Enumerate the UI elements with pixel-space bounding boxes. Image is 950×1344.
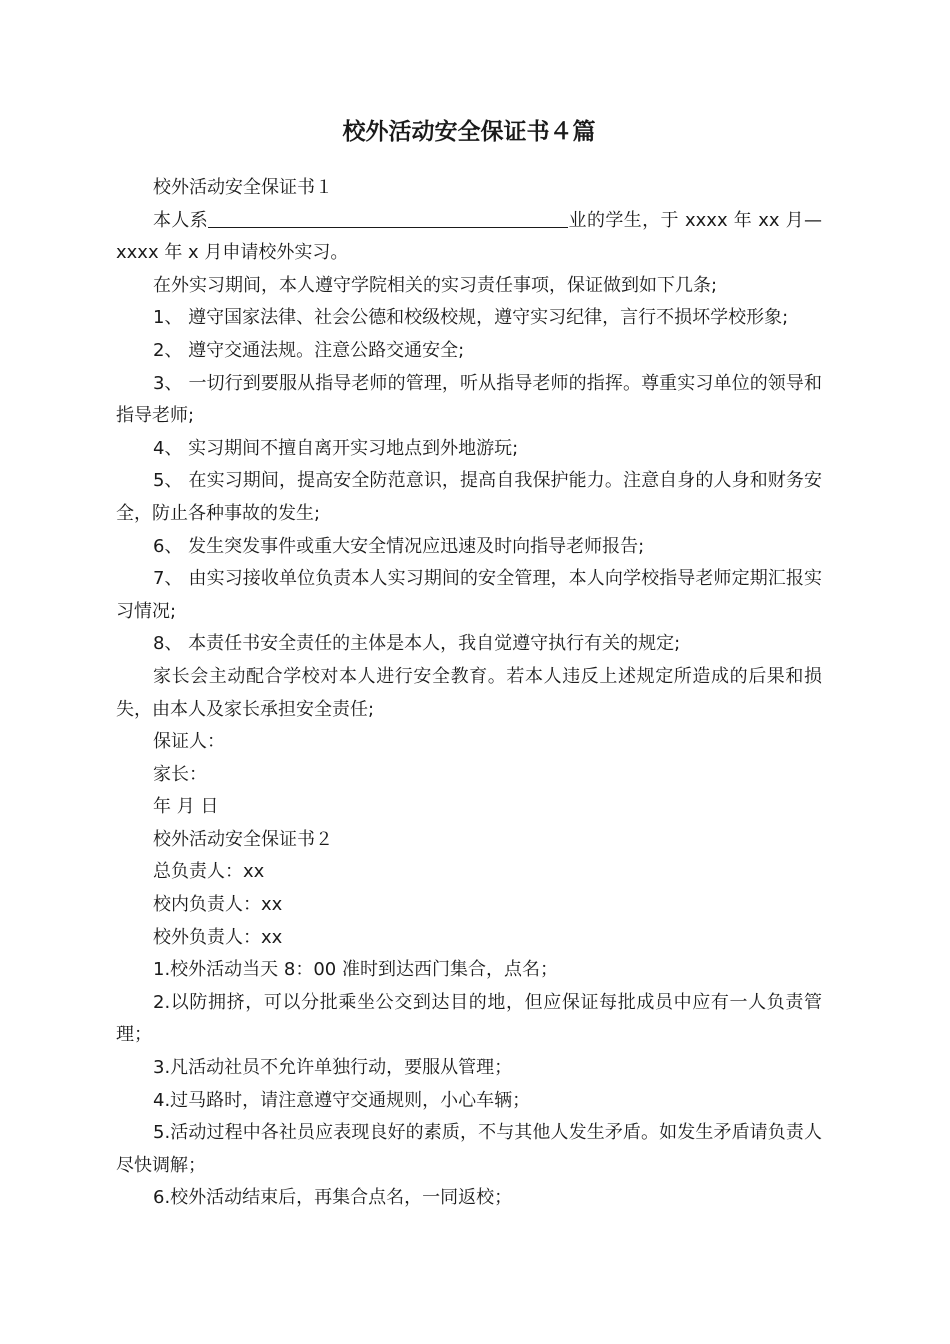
section1-item-7: 7、 由实习接收单位负责本人实习期间的安全管理，本人向学校指导老师定期汇报实习情况; (116, 568, 822, 622)
intro-before-blank: 本人系 (153, 209, 209, 231)
date-label: 年 月 日 (153, 796, 219, 818)
section1-item-5: 5、 在实习期间，提高安全防范意识，提高自我保护能力。注意自身的人身和财务安全，防止各种事故的发生; (116, 470, 822, 524)
fill-in-blank-line (208, 207, 568, 228)
section1-heading: 校外活动安全保证书１ (153, 177, 333, 198)
section1-item-6: 6、 发生突发事件或重大安全情况应迅速及时向指导老师报告; (153, 535, 645, 557)
guarantor-label: 保证人： (153, 731, 225, 753)
section2-item-2: 2.以防拥挤，可以分批乘坐公交到达目的地，但应保证每批成员中应有一人负责管理； (116, 991, 822, 1046)
section2-item-5: 5.活动过程中各社员应表现良好的素质，不与其他人发生矛盾。如发生矛盾请负责人尽快调解； (116, 1122, 822, 1176)
section1-item-3: 3、 一切行到要服从指导老师的管理，听从指导老师的指挥。尊重实习单位的领导和指导老师; (116, 372, 822, 427)
section2-item-6: 6.校外活动结束后，再集合点名，一同返校； (153, 1187, 513, 1209)
section1-item-8: 8、 本责任书安全责任的主体是本人，我自觉遵守执行有关的规定; (153, 633, 681, 655)
section2-item-1: 1.校外活动当天 8：00 准时到达西门集合，点名； (153, 959, 558, 981)
section2-chief: 总负责人：xx (153, 861, 265, 883)
intro-after-blank: 业的学生，于 xxxx 年 xx 月—xxxx 年 x 月申请校外实习。 (116, 209, 822, 264)
parent-label: 家长： (153, 763, 207, 785)
section1-item-4: 4、 实习期间不擅自离开实习地点到外地游玩; (153, 437, 519, 459)
section2-heading: 校外活动安全保证书２ (153, 828, 333, 850)
section1-lead: 在外实习期间，本人遵守学院相关的实习责任事项，保证做到如下几条; (153, 274, 718, 296)
section2-item-3: 3.凡活动社员不允许单独行动，要服从管理； (153, 1057, 513, 1079)
section2-inside-lead: 校内负责人：xx (153, 894, 283, 916)
section1-parent-note: 家长会主动配合学校对本人进行安全教育。若本人违反上述规定所造成的后果和损失，由本人及家长承担安全责任; (116, 665, 822, 720)
section2-item-4: 4.过马路时，请注意遵守交通规则，小心车辆； (153, 1089, 531, 1111)
section1-item-2: 2、 遵守交通法规。注意公路交通安全; (153, 339, 465, 361)
document-title: 校外活动安全保证书４篇 (342, 119, 596, 145)
section1-item-1: 1、 遵守国家法律、社会公德和校级校规，遵守实习纪律，言行不损坏学校形象; (153, 307, 789, 329)
section2-outside-lead: 校外负责人：xx (153, 926, 283, 948)
section1-intro (116, 205, 822, 270)
